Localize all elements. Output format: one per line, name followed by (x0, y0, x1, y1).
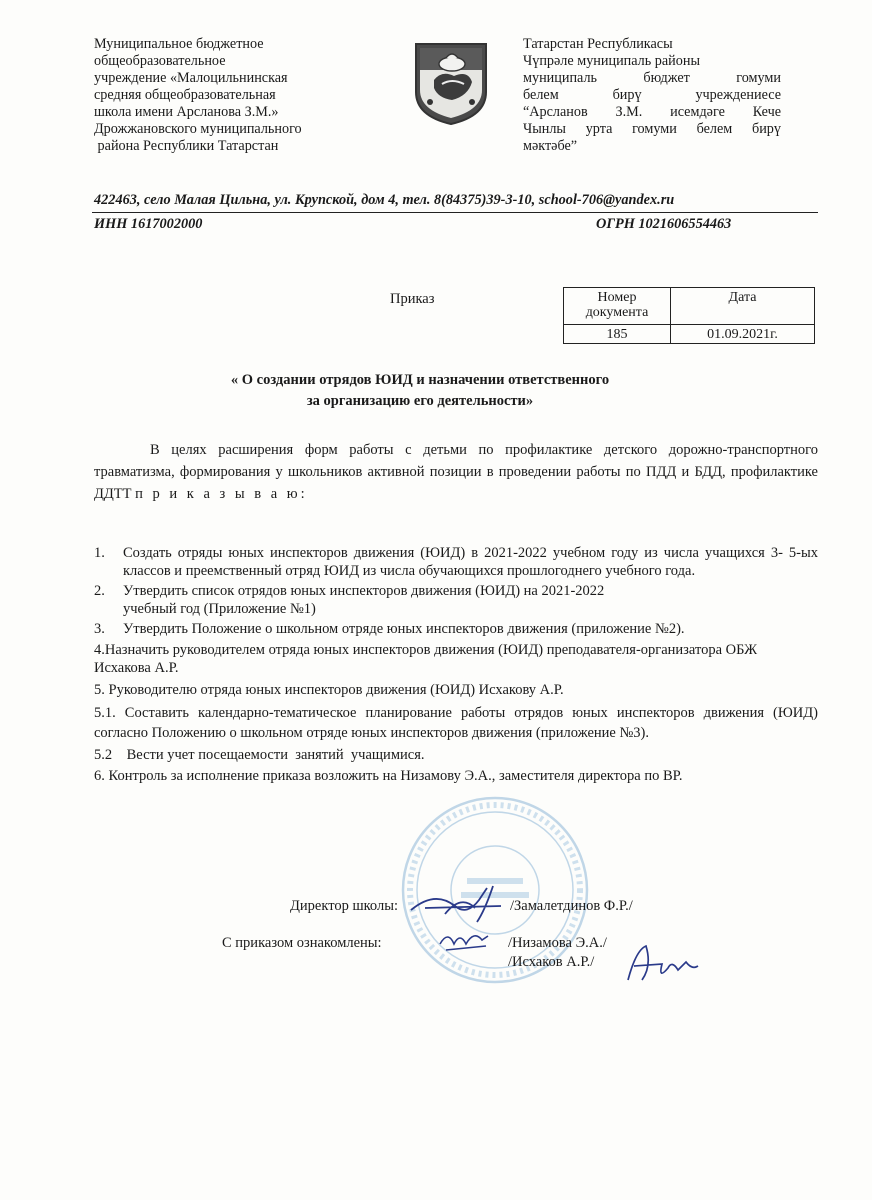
order-title-line: « О создании отрядов ЮИД и назначении ответственного (230, 372, 610, 388)
doc-date-value: 01.09.2021г. (671, 325, 815, 344)
header-left-line: Муниципальное бюджетное (94, 36, 264, 52)
order-title-line: за организацию его деятельности» (306, 393, 534, 409)
acknowledged-name-2: /Исхаков А.Р./ (508, 954, 595, 970)
list-item (94, 582, 818, 618)
header-left-line: района Республики Татарстан (94, 138, 279, 154)
header-right-line: Татарстан Республикасы (523, 36, 673, 52)
header-right-line: Чынлы урта гомуми белем бирү (523, 121, 781, 137)
item-5-2: 5.2 Вести учет посещаемости занятий учащимися. (94, 747, 425, 763)
header-right-line: Чүпрәле муниципаль районы (523, 53, 700, 69)
header-org-name-ru (94, 36, 374, 155)
order-word: п р и к а з ы в а ю: (135, 486, 308, 502)
header-left-line: общеобразовательное (94, 53, 226, 69)
doc-date-header: Дата (671, 288, 815, 325)
intro-text: В целях расширения форм работы с детьми по профилактике детского дорожно-транспортного травматизма, формирования у школьников активной позиции в проведении работы по ПДД и БДД, профилактике ДДТТ (94, 442, 818, 502)
item-4: 4.Назначить руководителем отряда юных инспекторов движения (ЮИД) преподавателя-организатора ОБЖ Исхакова А.Р. (94, 642, 758, 676)
header-right-line: муниципаль бюджет гомуми (523, 70, 781, 86)
document-number-table (563, 287, 815, 344)
header-org-name-tt (523, 36, 781, 155)
item-text: Утвердить Положение о школьном отряде юных инспекторов движения (приложение №2). (123, 621, 685, 637)
header-left-line: средняя общеобразовательная (94, 87, 276, 103)
item-text: Создать отряды юных инспекторов движения (ЮИД) в 2021-2022 учебном году из числа учащихся 3- 5-ых классов и преемственный отряд ЮИД из числа обучающихся прошлогоднего учебного года. (123, 545, 818, 579)
address-line: 422463, село Малая Цильна, ул. Крупской, дом 4, тел. 8(84375)39-3-10, school-706@yandex.ru (94, 192, 675, 208)
director-signature (405, 880, 515, 926)
acknowledged-label: С приказом ознакомлены: (222, 935, 382, 951)
item-text: Утвердить список отрядов юных инспекторов движения (ЮИД) на 2021-2022 учебный год (Приложение №1) (123, 583, 605, 617)
header-left-line: школа имени Арсланова З.М.» (94, 104, 279, 120)
item-number: 1. (94, 545, 105, 561)
inn-number: ИНН 1617002000 (94, 216, 203, 232)
document-type: Приказ (390, 291, 435, 307)
header-right-line: “Арсланов З.М. исемдәге Кече (523, 104, 781, 120)
item-5-1: 5.1. Составить календарно-тематическое планирование работы отрядов юных инспекторов движения (ЮИД) согласно Положению о школьном отряде юных инспекторов движения (приложение №3). (94, 705, 818, 741)
ogrn-number: ОГРН 1021606554463 (596, 216, 732, 232)
item-6: 6. Контроль за исполнение приказа возложить на Низамову Э.А., заместителя директора по ВР. (94, 768, 683, 784)
header-divider (92, 212, 818, 213)
doc-number-header: Номер документа (564, 288, 671, 325)
list-item (94, 544, 818, 580)
header-right-line: мәктәбе” (523, 138, 578, 154)
item-number: 2. (94, 583, 105, 599)
item-5: 5. Руководителю отряда юных инспекторов движения (ЮИД) Исхакову А.Р. (94, 682, 564, 698)
list-item (94, 620, 818, 638)
header-right-line: белем бирү учреждениесе (523, 87, 781, 103)
nizamova-signature (436, 924, 496, 958)
iskhakov-signature (622, 940, 702, 986)
header-left-line: Дрожжановского муниципального (94, 121, 302, 137)
coat-of-arms-emblem (412, 40, 490, 126)
item-number: 3. (94, 621, 105, 637)
order-items (94, 544, 818, 785)
acknowledged-name-1: /Низамова Э.А./ (508, 935, 607, 951)
director-label: Директор школы: (290, 898, 398, 914)
header-left-line: учреждение «Малоцильнинская (94, 70, 288, 86)
order-title (120, 370, 720, 412)
intro-paragraph (94, 439, 818, 505)
doc-number-value: 185 (564, 325, 671, 344)
director-name: /Замалетдинов Ф.Р./ (510, 898, 633, 914)
